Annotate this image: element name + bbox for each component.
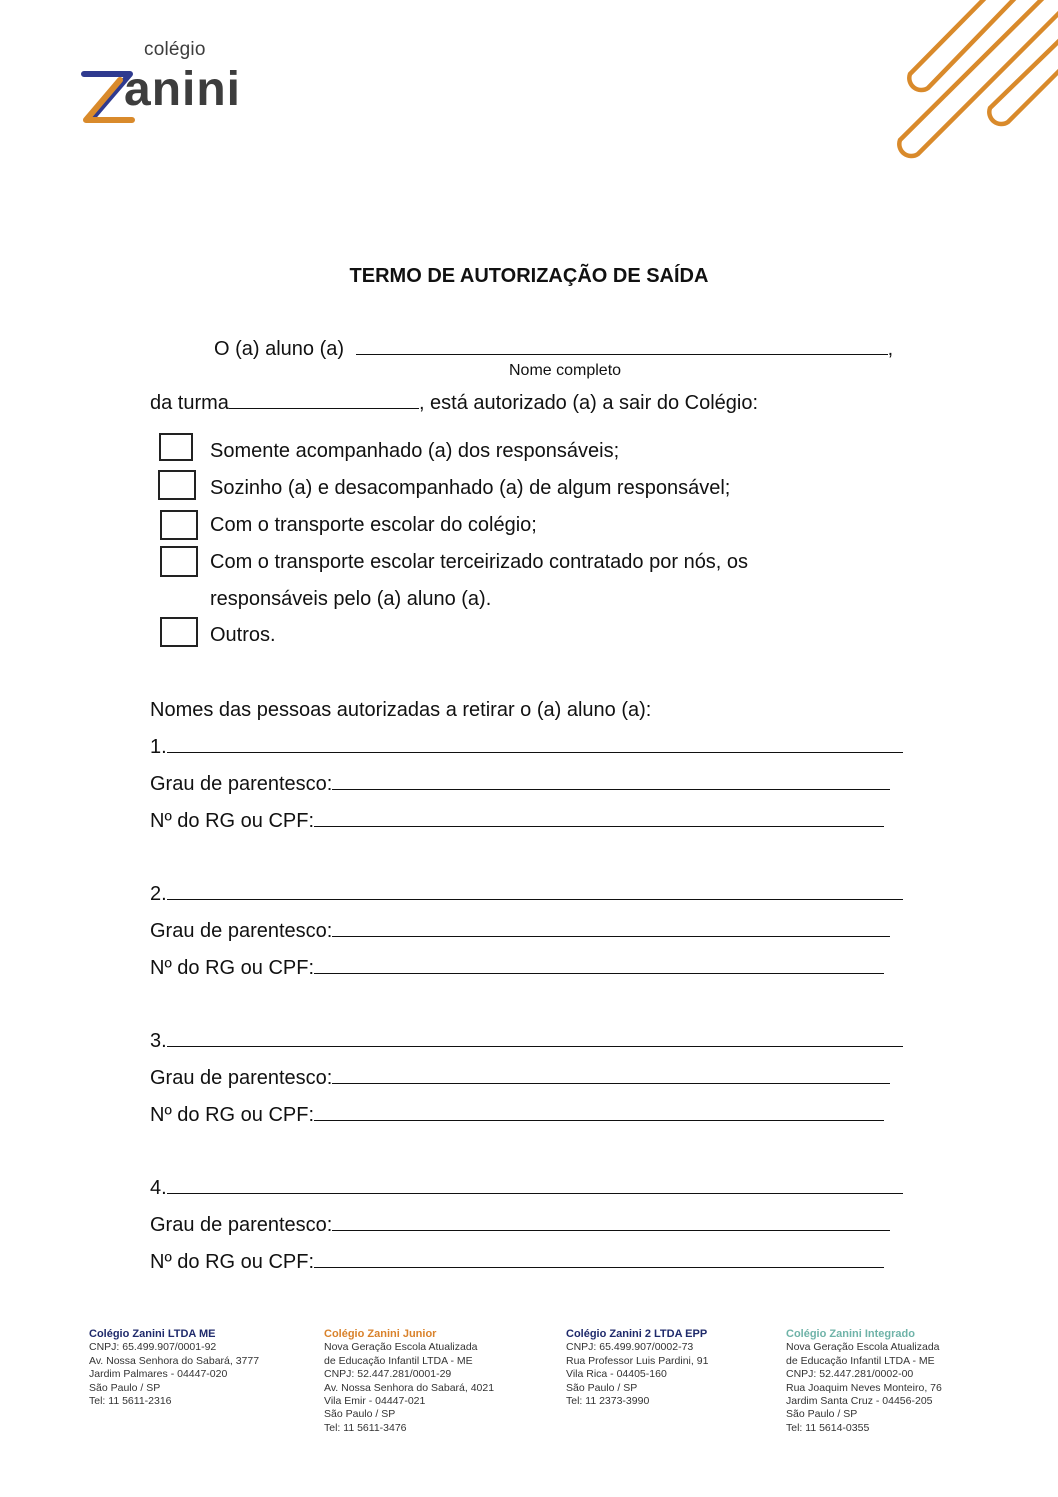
footer-line: Rua Joaquim Neves Monteiro, 76 (786, 1381, 942, 1394)
authorized-heading: Nomes das pessoas autorizadas a retirar o (a) aluno (a): (150, 699, 652, 721)
decorative-stripes-icon (878, 0, 1058, 170)
person-1-relation-field[interactable] (332, 771, 890, 790)
person-3-relation-row (150, 1065, 890, 1090)
footer-line: Jardim Palmares - 04447-020 (89, 1368, 228, 1381)
footer-line: São Paulo / SP (324, 1408, 396, 1421)
footer-line: de Educação Infantil LTDA - ME (786, 1354, 935, 1367)
id-label: Nº do RG ou CPF: (150, 957, 315, 979)
footer-line: Av. Nossa Senhora do Sabará, 3777 (89, 1354, 260, 1367)
class-row (150, 390, 758, 415)
footer-line: CNPJ: 65.499.907/0001-92 (89, 1341, 217, 1354)
person-3-id-row (150, 1102, 884, 1127)
school-logo (80, 40, 280, 130)
footer-unit-name: Colégio Zanini Integrado (786, 1328, 915, 1340)
footer-line: São Paulo / SP (89, 1381, 161, 1394)
person-2-name-row (150, 881, 903, 906)
person-1-id-field[interactable] (314, 808, 884, 827)
option-checkbox-4[interactable] (160, 546, 198, 577)
student-name-field[interactable] (356, 336, 888, 355)
relation-label: Grau de parentesco: (150, 920, 333, 942)
person-1-name-field[interactable] (167, 734, 903, 753)
footer-line: CNPJ: 52.447.281/0002-00 (786, 1368, 914, 1381)
id-label: Nº do RG ou CPF: (150, 810, 315, 832)
person-2-id-field[interactable] (314, 955, 884, 974)
option-label-1: Somente acompanhado (a) dos responsáveis; (210, 440, 620, 462)
footer-line: CNPJ: 65.499.907/0002-73 (566, 1341, 694, 1354)
option-checkbox-3[interactable] (160, 510, 198, 540)
person-1-id-row (150, 808, 884, 833)
footer-line: Nova Geração Escola Atualizada (324, 1341, 478, 1354)
person-4-relation-field[interactable] (332, 1212, 890, 1231)
person-4-id-field[interactable] (314, 1249, 884, 1268)
class-suffix: , está autorizado (a) a sair do Colégio: (418, 392, 759, 414)
footer-unit-2 (324, 1328, 494, 1435)
person-3-name-field[interactable] (167, 1028, 903, 1047)
option-checkbox-1[interactable] (159, 433, 193, 461)
person-4-name-field[interactable] (167, 1175, 903, 1194)
logo-colegio-text: colégio (144, 39, 206, 60)
person-4-id-row (150, 1249, 884, 1274)
footer-unit-name: Colégio Zanini 2 LTDA EPP (566, 1328, 708, 1340)
footer-line: Av. Nossa Senhora do Sabará, 4021 (324, 1381, 495, 1394)
person-2-name-field[interactable] (167, 881, 903, 900)
footer-line: Tel: 11 5611-3476 (324, 1421, 407, 1434)
relation-label: Grau de parentesco: (150, 1214, 333, 1236)
person-number: 1. (150, 736, 167, 758)
relation-label: Grau de parentesco: (150, 1067, 333, 1089)
id-label: Nº do RG ou CPF: (150, 1104, 315, 1126)
student-prefix: O (a) aluno (a) (214, 338, 345, 360)
option-checkbox-5[interactable] (160, 617, 198, 647)
name-caption: Nome completo (509, 362, 622, 379)
person-number: 3. (150, 1030, 167, 1052)
logo-zanini-text: anini (124, 63, 242, 116)
footer-unit-name: Colégio Zanini Junior (324, 1328, 437, 1340)
footer-unit-name: Colégio Zanini LTDA ME (89, 1328, 216, 1340)
footer-line: CNPJ: 52.447.281/0001-29 (324, 1368, 452, 1381)
id-label: Nº do RG ou CPF: (150, 1251, 315, 1273)
class-prefix: da turma (150, 392, 229, 414)
footer-line: Jardim Santa Cruz - 04456-205 (786, 1395, 933, 1408)
option-label-3: Com o transporte escolar do colégio; (210, 514, 537, 536)
option-checkbox-2[interactable] (158, 470, 196, 500)
person-3-relation-field[interactable] (332, 1065, 890, 1084)
footer-line: Vila Rica - 04405-160 (566, 1368, 667, 1381)
person-3-name-row (150, 1028, 903, 1053)
person-number: 4. (150, 1177, 167, 1199)
option-label-5: Outros. (210, 624, 276, 646)
document-title: TERMO DE AUTORIZAÇÃO DE SAÍDA (349, 265, 709, 287)
option-label-4-continuation: responsáveis pelo (a) aluno (a). (210, 588, 492, 610)
footer-line: Vila Emir - 04447-021 (324, 1395, 426, 1408)
option-label-4: Com o transporte escolar terceirizado contratado por nós, os (210, 551, 749, 573)
option-label-2: Sozinho (a) e desacompanhado (a) de algum responsável; (210, 477, 731, 499)
footer-line: Rua Professor Luis Pardini, 91 (566, 1354, 709, 1367)
person-4-name-row (150, 1175, 903, 1200)
footer-line: São Paulo / SP (786, 1408, 858, 1421)
student-suffix: , (887, 338, 894, 360)
person-2-relation-field[interactable] (332, 918, 890, 937)
footer-line: São Paulo / SP (566, 1381, 638, 1394)
person-2-id-row (150, 955, 884, 980)
footer-line: Tel: 11 5614-0355 (786, 1421, 870, 1434)
class-field[interactable] (229, 390, 419, 409)
person-3-id-field[interactable] (314, 1102, 884, 1121)
person-2-relation-row (150, 918, 890, 943)
person-4-relation-row (150, 1212, 890, 1237)
footer-line: Tel: 11 5611-2316 (89, 1395, 172, 1408)
footer-unit-4 (786, 1328, 942, 1435)
footer-line: Nova Geração Escola Atualizada (786, 1341, 940, 1354)
student-name-row (214, 336, 893, 361)
person-1-name-row (150, 734, 903, 759)
person-1-relation-row (150, 771, 890, 796)
relation-label: Grau de parentesco: (150, 773, 333, 795)
footer-unit-3 (566, 1328, 708, 1408)
footer-line: Tel: 11 2373-3990 (566, 1395, 650, 1408)
footer-line: de Educação Infantil LTDA - ME (324, 1354, 473, 1367)
person-number: 2. (150, 883, 167, 905)
footer-unit-1 (89, 1328, 259, 1408)
